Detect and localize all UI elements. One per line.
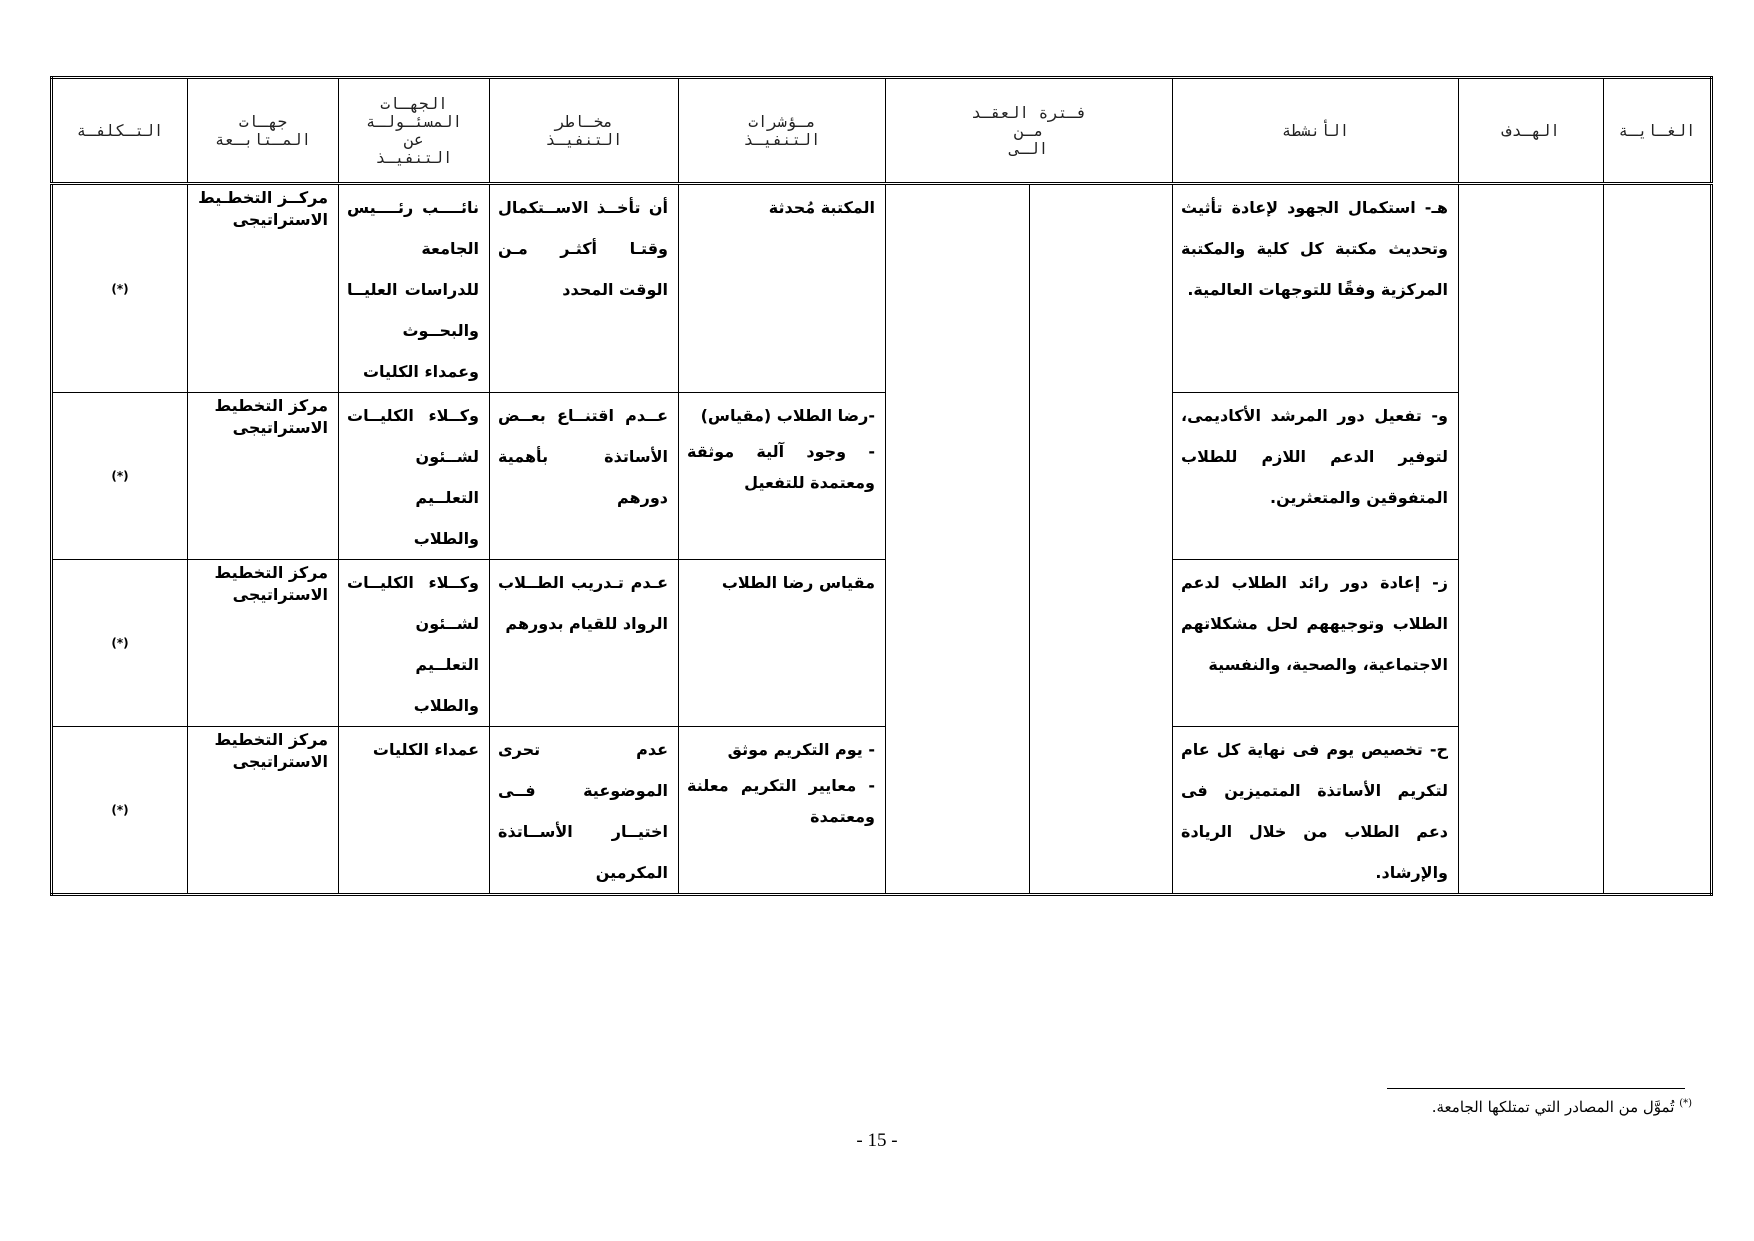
header-goal: الهـدف xyxy=(1459,78,1604,184)
aim-cell xyxy=(1604,184,1712,895)
responsible-cell: وكــلاء الكليــات لشــئون التعلــيم والطلاب xyxy=(339,560,490,727)
indicators-cell xyxy=(679,560,886,727)
header-followup: جهـات المـتابـعة xyxy=(188,78,339,184)
footnote-separator xyxy=(1387,1088,1685,1089)
header-risks: مخـاطر التنفيـذ xyxy=(490,78,679,184)
risks-cell: عدم تحرى الموضوعية فــى اختيــار الأســاتذة المكرمين xyxy=(490,727,679,895)
activity-cell: ح- تخصيص يوم فى نهاية كل عام لتكريم الأساتذة المتميزين فى دعم الطلاب من خلال الريادة والإرشاد. xyxy=(1173,727,1459,895)
header-row xyxy=(52,78,1712,184)
period-from-cell xyxy=(1030,184,1173,895)
header-cost: التـكلفـة xyxy=(52,78,188,184)
indicator-item: - وجود آلية موثقة ومعتمدة للتفعيل xyxy=(687,442,875,492)
indicator-item: المكتبة مُحدثة xyxy=(768,198,875,217)
header-indicators: مـؤشرات التنفيـذ xyxy=(679,78,886,184)
strategic-plan-table xyxy=(50,76,1713,896)
footnote-text: تُموَّل من المصادر التي تمتلكها الجامعة. xyxy=(1431,1098,1675,1116)
followup-cell: مركــز التخطـيط الاستراتيجى xyxy=(188,184,339,393)
period-to-cell xyxy=(886,184,1030,895)
responsible-cell: عمداء الكليات xyxy=(339,727,490,895)
indicators-cell xyxy=(679,393,886,560)
activity-cell: هـ- استكمال الجهود لإعادة تأثيث وتحديث مكتبة كل كلية والمكتبة المركزية وفقًا للتوجهات العالمية. xyxy=(1173,184,1459,393)
indicators-cell xyxy=(679,727,886,895)
cost-cell: (*) xyxy=(52,393,188,560)
indicator-item: مقياس رضا الطلاب xyxy=(721,573,875,592)
followup-cell: مركز التخطيط الاستراتيجى xyxy=(188,560,339,727)
risks-cell: عــدم اقتنــاع بعــض الأساتذة بأهمية دورهم xyxy=(490,393,679,560)
page-number: - 15 - xyxy=(856,1130,898,1151)
table-row xyxy=(52,184,1712,393)
header-responsible: الجهـات المسئـولـة عن التنفيـذ xyxy=(339,78,490,184)
footnote xyxy=(1300,1098,1692,1116)
activity-cell: ز- إعادة دور رائد الطلاب لدعم الطلاب وتوجيههم لحل مشكلاتهم الاجتماعية، والصحية، والنفسية xyxy=(1173,560,1459,727)
cost-cell: (*) xyxy=(52,560,188,727)
followup-cell: مركز التخطيط الاستراتيجى xyxy=(188,727,339,895)
risks-cell: أن تأخــذ الاســتكمال وقتـا أكثـر مـن الوقت المحدد xyxy=(490,184,679,393)
indicator-item: - معايير التكريم معلنة ومعتمدة xyxy=(687,776,875,826)
followup-cell: مركز التخطيط الاستراتيجى xyxy=(188,393,339,560)
footnote-mark: (*) xyxy=(1679,1098,1692,1109)
indicator-item: -رضا الطلاب (مقياس) xyxy=(700,406,875,425)
cost-cell: (*) xyxy=(52,184,188,393)
header-aim: الغـايـة xyxy=(1604,78,1712,184)
risks-cell: عـدم تـدريب الطــلاب الرواد للقيام بدورهم xyxy=(490,560,679,727)
header-period: فـترة العقـد مـن الـى xyxy=(886,78,1173,184)
cost-cell: (*) xyxy=(52,727,188,895)
responsible-cell: وكــلاء الكليــات لشــئون التعلــيم والطلاب xyxy=(339,393,490,560)
activity-cell: و- تفعيل دور المرشد الأكاديمى، لتوفير الدعم اللازم للطلاب المتفوقين والمتعثرين. xyxy=(1173,393,1459,560)
goal-cell xyxy=(1459,184,1604,895)
header-activities: الأنشطة xyxy=(1173,78,1459,184)
indicator-item: - يوم التكريم موثق xyxy=(727,740,875,759)
indicators-cell xyxy=(679,184,886,393)
responsible-cell: نائــــب رئــــيس الجامعة للدراسات العليــا والبحــوث وعمداء الكليات xyxy=(339,184,490,393)
